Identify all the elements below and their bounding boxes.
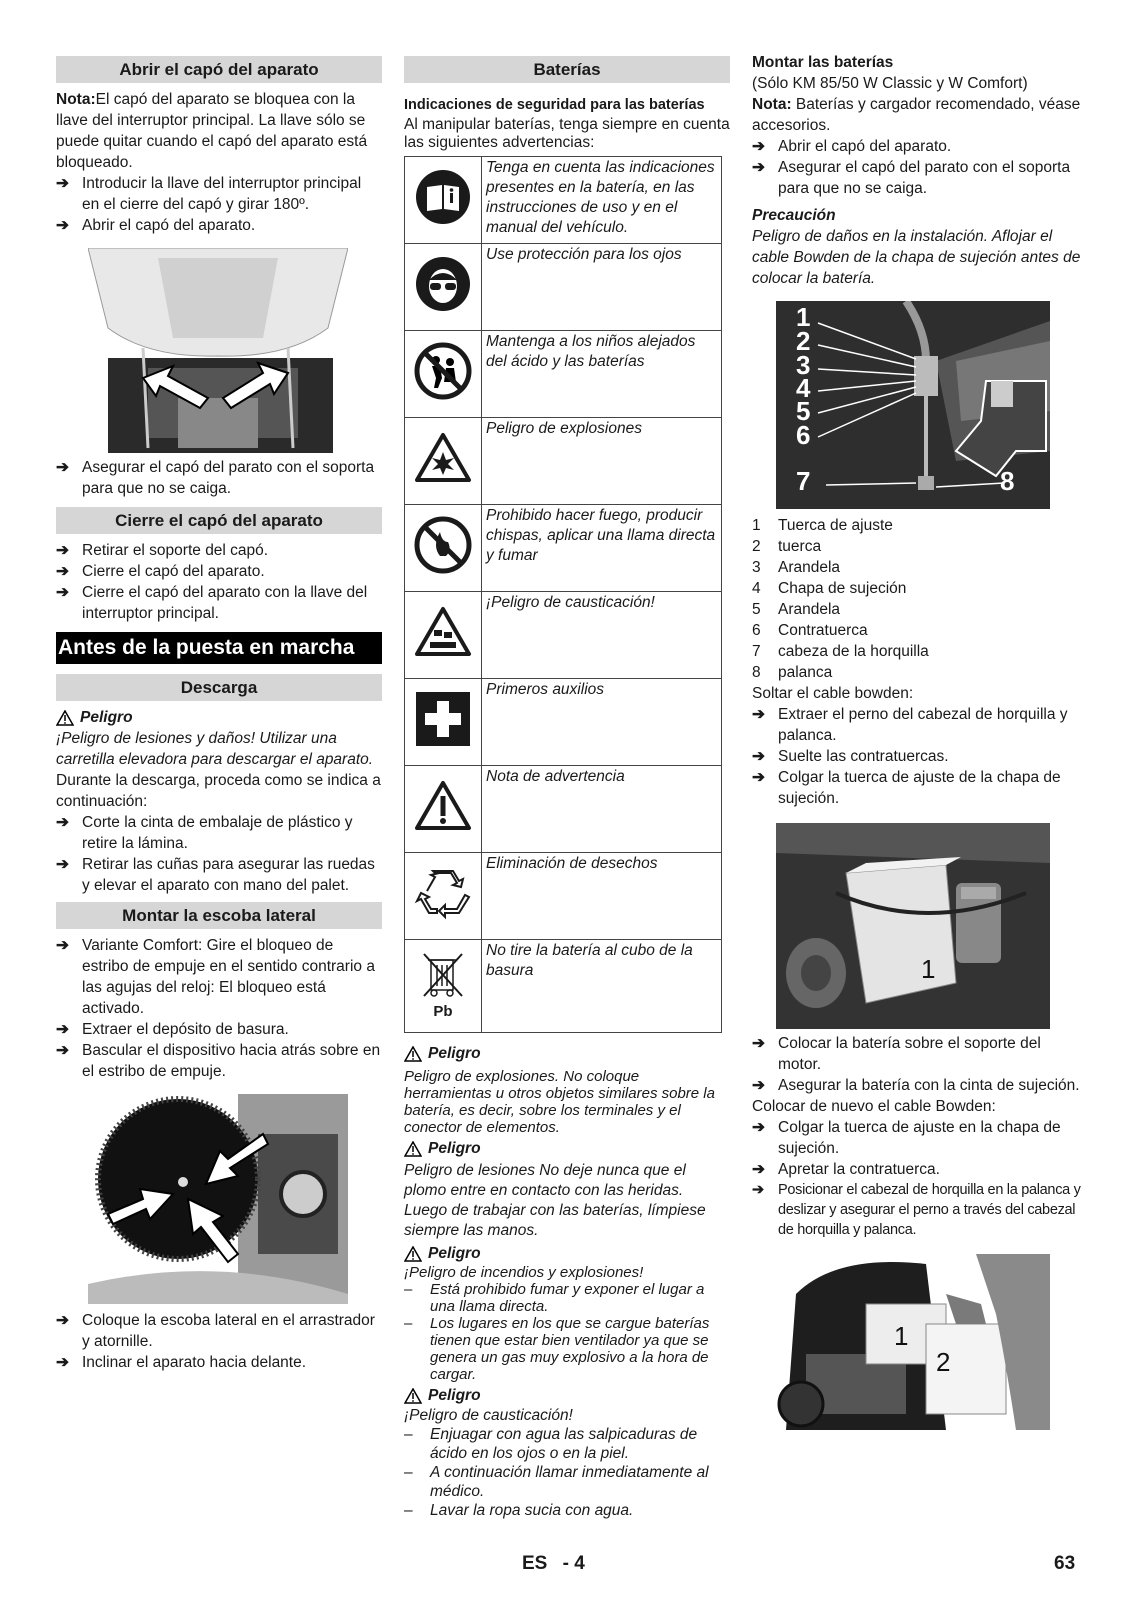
list-item: – A continuación llamar inmediatamente al médico.	[404, 1464, 709, 1500]
arrow-icon: ➔	[56, 584, 69, 601]
peligro-text-1: Peligro de explosiones. No coloque herramientas u otros objetos similares sobre la batería, es decir, sobre los terminales y el conector de elementos.	[404, 1068, 715, 1136]
step: ➔ Colgar la tuerca de ajuste en la chapa de sujeción.	[752, 1119, 1061, 1157]
column-right	[752, 52, 1082, 1430]
callout-1: 1	[921, 954, 936, 984]
arrow-icon: ➔	[752, 1182, 764, 1198]
precaucion-text: Peligro de daños en la instalación. Aflojar el cable Bowden de la chapa de sujeción antes de colocar la batería.	[752, 228, 1081, 287]
step: ➔ Posicionar el cabezal de horquilla en la palanca y deslizar y asegurar el perno a través del cabezal de horquilla y palanca.	[752, 1182, 1081, 1238]
step-text: Cierre el capó del aparato.	[82, 563, 265, 580]
nota-paragraph	[56, 89, 382, 173]
heading-abrir-capo: Abrir el capó del aparato	[56, 56, 382, 83]
step-text: Retirar el soporte del capó.	[82, 542, 269, 559]
heading-escoba: Montar la escoba lateral	[56, 902, 382, 929]
photo-battery-lift	[776, 1254, 1050, 1430]
arrow-icon: ➔	[752, 138, 765, 155]
heading-cierre-capo: Cierre el capó del aparato	[56, 507, 382, 534]
recycle-icon	[413, 865, 473, 921]
peligro-heading	[56, 707, 382, 728]
arrow-icon: ➔	[56, 217, 69, 234]
part-item: 6 Contratuerca	[752, 622, 868, 639]
step-text: Abrir el capó del aparato.	[82, 217, 256, 234]
arrow-icon: ➔	[56, 856, 69, 873]
step	[56, 1310, 382, 1352]
arrow-icon: ➔	[752, 769, 765, 786]
list-item: – Enjuagar con agua las salpicaduras de ácido en los ojos o en la piel.	[404, 1426, 698, 1462]
peligro-label: Peligro	[428, 1045, 481, 1062]
peligro-label: Peligro	[428, 1140, 481, 1157]
step	[56, 582, 382, 624]
callout-5: 5	[796, 396, 811, 426]
symbol-row	[405, 505, 722, 592]
arrow-icon: ➔	[56, 542, 69, 559]
step	[56, 854, 382, 896]
callout-4: 4	[796, 373, 811, 403]
symbol-text: Eliminación de desechos	[482, 853, 722, 940]
heading-descarga: Descarga	[56, 674, 382, 701]
symbol-row	[405, 679, 722, 766]
nota-label: Nota:	[752, 96, 792, 113]
peligro-heading	[404, 1385, 730, 1406]
eye-protection-icon	[415, 256, 471, 312]
descarga-intro: Durante la descarga, proceda como se indica a continuación:	[56, 772, 381, 810]
keep-children-away-icon	[414, 342, 472, 400]
colocar-intro: Colocar de nuevo el cable Bowden:	[752, 1098, 996, 1115]
step	[56, 215, 382, 236]
part-item: 3 Arandela	[752, 559, 841, 576]
symbol-row	[405, 244, 722, 331]
heading-montar-baterias: Montar las baterías	[752, 54, 894, 71]
step-text: Corte la cinta de embalaje de plástico y retire la lámina.	[82, 814, 353, 852]
peligro-text-4: ¡Peligro de causticación!	[404, 1407, 573, 1424]
arrow-icon: ➔	[56, 175, 69, 192]
step: ➔ Colgar la tuerca de ajuste de la chapa de sujeción.	[752, 769, 1061, 807]
step: ➔ Asegurar la batería con la cinta de sujeción.	[752, 1077, 1080, 1094]
nota-paragraph	[752, 94, 1082, 136]
step: ➔ Colocar la batería sobre el soporte del motor.	[752, 1035, 1041, 1073]
arrow-icon: ➔	[56, 1354, 69, 1371]
arrow-icon: ➔	[56, 937, 69, 954]
no-fire-icon	[414, 516, 472, 574]
peligro-label: Peligro	[428, 1245, 481, 1262]
arrow-icon: ➔	[56, 1312, 69, 1329]
symbol-text: Nota de advertencia	[482, 766, 722, 853]
safety-intro: Al manipular baterías, tenga siempre en cuenta las siguientes advertencias:	[404, 116, 730, 151]
list-item: – Está prohibido fumar y exponer el lugar a una llama directa.	[404, 1281, 705, 1315]
first-aid-icon	[415, 691, 471, 747]
step-text: Coloque la escoba lateral en el arrastrador y atornille.	[82, 1312, 375, 1350]
warning-triangle-icon	[56, 710, 74, 726]
step-text: Extraer el depósito de basura.	[82, 1021, 289, 1038]
warning-triangle-icon	[404, 1046, 422, 1062]
peligro-label: Peligro	[428, 1387, 481, 1404]
precaucion-heading: Precaución	[752, 207, 836, 224]
photo-bowden-cable	[776, 301, 1050, 509]
arrow-icon: ➔	[752, 1119, 765, 1136]
step	[56, 173, 382, 215]
symbol-row	[405, 592, 722, 679]
arrow-icon: ➔	[752, 706, 765, 723]
warning-triangle-icon	[404, 1388, 422, 1404]
part-item: 2 tuerca	[752, 538, 822, 555]
safety-subheading: Indicaciones de seguridad para las baterías	[404, 97, 705, 113]
descarga-warning: ¡Peligro de lesiones y daños! Utilizar una carretilla elevadora para descargar el aparato.	[56, 730, 374, 768]
symbol-text: Tenga en cuenta las indicaciones presentes en la batería, en las instrucciones de uso y en el manual del vehículo.	[482, 157, 722, 244]
step-text: Cierre el capó del aparato con la llave del interruptor principal.	[82, 584, 368, 622]
section-page: - 4	[562, 1553, 585, 1574]
list-item: – Los lugares en los que se cargue baterías tienen que estar bien ventilador ya que se genera un gas muy explosivo a la hora de cargar.	[404, 1315, 710, 1383]
step: ➔ Asegurar el capó del parato con el soporta para que no se caiga.	[752, 159, 1071, 197]
warning-triangle-icon	[404, 1141, 422, 1157]
heading-baterias: Baterías	[404, 56, 730, 83]
warning-triangle-icon	[404, 1246, 422, 1262]
nota-text: Baterías y cargador recomendado, véase accesorios.	[752, 96, 1081, 134]
step-text: Introducir la llave del interruptor principal en el cierre del capó y girar 180º.	[82, 175, 362, 213]
no-trash-bin-icon	[420, 948, 466, 998]
callout-1: 1	[796, 302, 811, 332]
arrow-icon: ➔	[56, 1021, 69, 1038]
callout-1: 1	[894, 1321, 909, 1351]
models-note: (Sólo KM 85/50 W Classic y W Comfort)	[752, 75, 1028, 92]
symbol-text: No tire la batería al cubo de la basura	[482, 940, 722, 1033]
symbol-text: ¡Peligro de causticación!	[482, 592, 722, 679]
language-code: ES	[522, 1553, 548, 1574]
explosion-hazard-icon	[414, 432, 472, 484]
peligro-heading	[404, 1043, 730, 1064]
callout-7: 7	[796, 466, 811, 496]
step-text: Variante Comfort: Gire el bloqueo de estribo de empuje en el sentido contrario a las agujas del reloj: El bloqueo está activado.	[82, 937, 375, 1017]
callout-6: 6	[796, 420, 811, 450]
step	[56, 812, 382, 854]
step-text: Asegurar el capó del parato con el soporta para que no se caiga.	[82, 459, 375, 497]
step-text: Bascular el dispositivo hacia atrás sobre en el estribo de empuje.	[82, 1042, 381, 1080]
arrow-icon: ➔	[752, 1161, 765, 1178]
peligro-heading	[404, 1243, 730, 1264]
photo-battery-install	[776, 823, 1050, 1029]
step: ➔ Abrir el capó del aparato.	[752, 138, 952, 155]
nota-text: El capó del aparato se bloquea con la llave del interruptor principal. La llave sólo se puede quitar cuando el capó del aparato está bloqueado.	[56, 91, 368, 171]
part-item: 4 Chapa de sujeción	[752, 580, 907, 597]
step	[56, 1019, 382, 1040]
photo-open-hood	[88, 248, 348, 453]
step	[56, 935, 382, 1019]
step-text: Inclinar el aparato hacia delante.	[82, 1354, 307, 1371]
peligro-text-2: Peligro de lesiones No deje nunca que el plomo entre en contacto con las heridas. Luego de trabajar con las baterías, límpiese siempre las manos.	[404, 1162, 706, 1239]
step	[56, 1040, 382, 1082]
part-item: 7 cabeza de la horquilla	[752, 643, 929, 660]
safety-symbols-table	[404, 156, 722, 1033]
symbol-text: Mantenga a los niños alejados del ácido y las baterías	[482, 331, 722, 418]
callout-3: 3	[796, 350, 811, 380]
manual-book-icon	[415, 169, 471, 225]
arrow-icon: ➔	[56, 1042, 69, 1059]
part-item: 1 Tuerca de ajuste	[752, 517, 893, 534]
peligro-heading	[404, 1138, 730, 1159]
step	[56, 1352, 382, 1373]
callout-2: 2	[796, 326, 811, 356]
step	[56, 540, 382, 561]
list-item: – Lavar la ropa sucia con agua.	[404, 1502, 634, 1519]
arrow-icon: ➔	[56, 814, 69, 831]
part-item: 5 Arandela	[752, 601, 841, 618]
arrow-icon: ➔	[56, 563, 69, 580]
arrow-icon: ➔	[752, 1035, 765, 1052]
step	[56, 457, 382, 499]
symbol-row	[405, 331, 722, 418]
callout-8: 8	[1000, 466, 1015, 496]
symbol-row	[405, 766, 722, 853]
column-left	[56, 52, 382, 1373]
symbol-row	[405, 940, 722, 1033]
warning-icon	[414, 780, 472, 832]
soltar-intro: Soltar el cable bowden:	[752, 685, 914, 702]
column-middle	[404, 52, 730, 1520]
page-number: 63	[1054, 1553, 1076, 1574]
arrow-icon: ➔	[752, 1077, 765, 1094]
nota-label: Nota:	[56, 91, 96, 108]
symbol-text: Primeros auxilios	[482, 679, 722, 766]
arrow-icon: ➔	[752, 159, 765, 176]
callout-2: 2	[936, 1347, 951, 1377]
symbol-text: Use protección para los ojos	[482, 244, 722, 331]
symbol-row	[405, 853, 722, 940]
corrosive-icon	[414, 606, 472, 658]
pb-label: Pb	[433, 1003, 453, 1020]
step-text: Retirar las cuñas para asegurar las ruedas y elevar el aparato con mano del palet.	[82, 856, 375, 894]
step: ➔ Extraer el perno del cabezal de horquilla y palanca.	[752, 706, 1068, 744]
symbol-text: Prohibido hacer fuego, producir chispas, aplicar una llama directa y fumar	[482, 505, 722, 592]
peligro-text-3: ¡Peligro de incendios y explosiones!	[404, 1264, 644, 1281]
peligro-label: Peligro	[80, 709, 133, 726]
arrow-icon: ➔	[752, 748, 765, 765]
section-title-antes: Antes de la puesta en marcha	[56, 632, 382, 664]
part-item: 8 palanca	[752, 664, 833, 681]
step: ➔ Suelte las contratuercas.	[752, 748, 949, 765]
symbol-row	[405, 157, 722, 244]
footer-lang	[522, 1553, 585, 1574]
step	[56, 561, 382, 582]
step: ➔ Apretar la contratuerca.	[752, 1161, 940, 1178]
symbol-row	[405, 418, 722, 505]
photo-side-broom	[88, 1094, 348, 1304]
symbol-text: Peligro de explosiones	[482, 418, 722, 505]
arrow-icon: ➔	[56, 459, 69, 476]
